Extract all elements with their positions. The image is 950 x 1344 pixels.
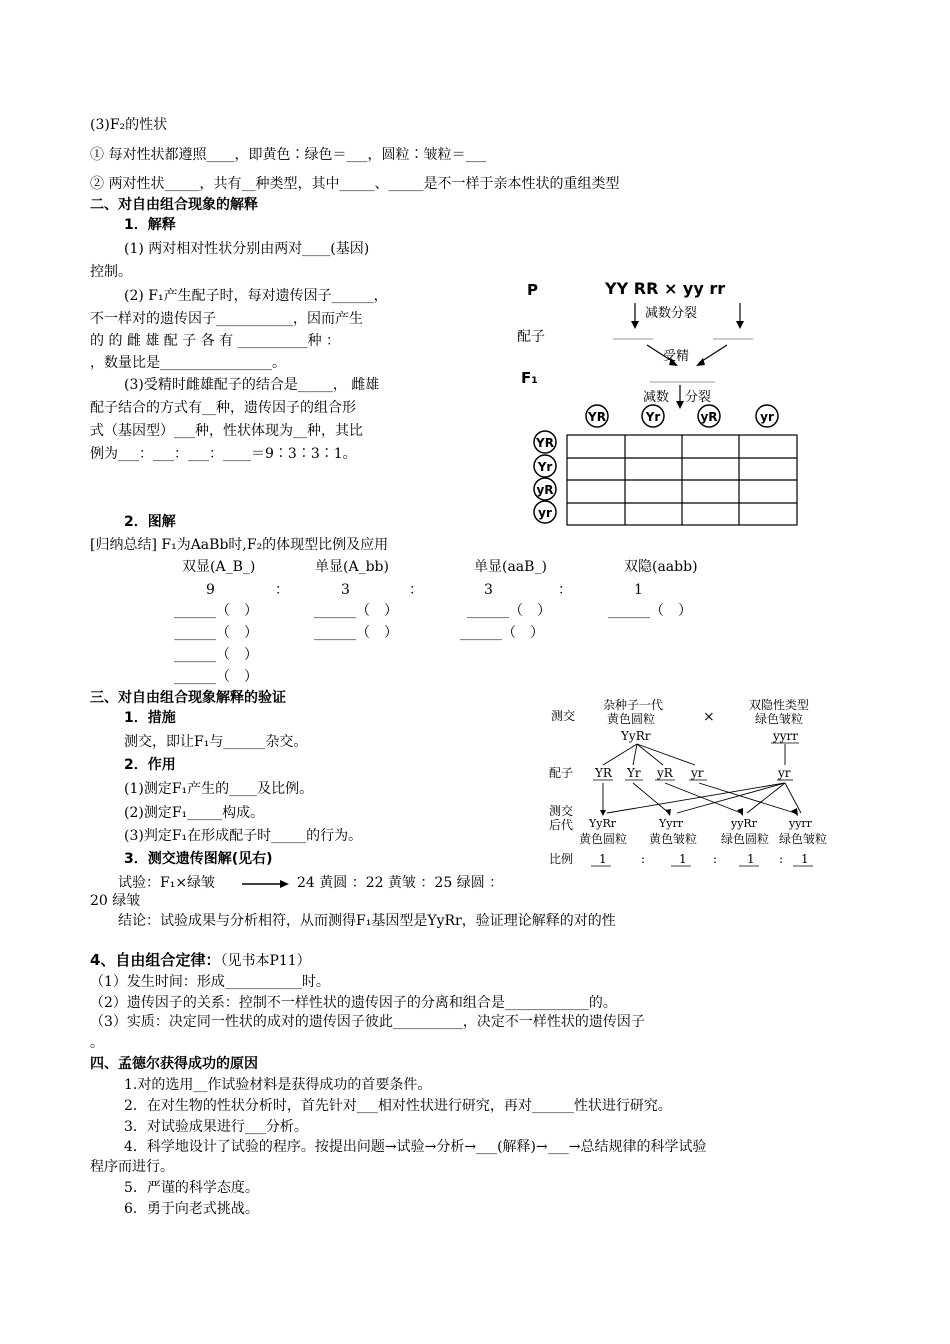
- d2-recessive1: 双隐性类型: [749, 698, 810, 712]
- s3-trial-b: 24 黄圆 ：22 黄皱 ：25 绿圆 ：: [297, 875, 504, 891]
- s3-m1: 测交，即让F₁与______杂交。: [124, 734, 308, 750]
- d2-gamete-r: yr: [778, 766, 791, 780]
- summary-line: [归纳总结] F₁为AaBb时,F₂的体现型比例及应用: [90, 537, 389, 553]
- punnett-diagram: [515, 275, 805, 530]
- s5-l1: 1.对的选用__作试验材料是获得成功的首要条件。: [124, 1077, 432, 1093]
- ratio-4: 1: [634, 582, 643, 598]
- s3-conclusion: 结论：试验成果与分析相符，从而测得F₁基因型是YyRr，验证理论解释的对的性: [118, 913, 616, 929]
- diag1-gametes: 配子: [517, 329, 545, 345]
- f2-title: (3)F₂的性状: [90, 117, 168, 133]
- col-header-2: 单显(A_bb): [315, 559, 389, 575]
- s2-p1b: 控制。: [90, 264, 132, 280]
- d2-gamete-1: YR: [595, 766, 612, 780]
- diag1-f1: F₁: [521, 369, 538, 387]
- d2-ratio-colon-1: :: [641, 852, 646, 866]
- blank-1-3: ______（ ）: [174, 647, 258, 663]
- ratio-colon-2: ：: [409, 582, 423, 598]
- section3-sub2: 2．作用: [124, 757, 176, 773]
- d2-ratio-4: 1: [801, 852, 809, 866]
- s5-l4b: 程序而进行。: [90, 1159, 174, 1175]
- ratio-colon-1: ：: [275, 582, 289, 598]
- gamete-top-3: yR: [700, 410, 718, 424]
- d2-recessive2: 绿色皱粒: [755, 712, 804, 726]
- gamete-top-1: YR: [588, 410, 606, 424]
- gamete-side-1: YR: [536, 436, 554, 450]
- d2-hybrid1: 杂种子一代: [603, 698, 664, 712]
- s3-trial-a: 试验：F₁×绿皱: [118, 875, 216, 891]
- blank-1-4: ______（ ）: [174, 669, 258, 685]
- s2-p2d: ，数量比是________________。: [90, 355, 286, 371]
- d2-testcross: 测交: [551, 709, 576, 723]
- d2-ratio-colon-3: :: [779, 852, 784, 866]
- diag1-meiosis2b: 分裂: [685, 390, 712, 405]
- ratio-3: 3: [484, 582, 493, 598]
- section4-note: （见书本P11）: [220, 953, 311, 969]
- long-arrow-icon: [242, 878, 290, 890]
- blank-3-2: ______（ ）: [460, 625, 544, 641]
- col-header-3: 单显(aaB_): [474, 559, 547, 575]
- d2-gamete-2: Yr: [627, 766, 641, 780]
- d2-pheno-4: 绿色皱粒: [779, 832, 828, 846]
- d2-geno-2: Yyrr: [659, 817, 683, 830]
- d2-pheno-1: 黄色圆粒: [579, 832, 628, 846]
- testcross-diagram: [545, 695, 840, 870]
- gamete-side-4: yr: [538, 506, 552, 520]
- section3-heading: 三、对自由组合现象解释的验证: [90, 690, 286, 706]
- s2-p3a: (3)受精时雌雄配子的结合是_____， 雌雄: [124, 377, 380, 393]
- s3-trial-c: 20 绿皱: [90, 893, 141, 909]
- blank-1-1: ______（ ）: [174, 603, 258, 619]
- section2-heading: 二、对自由组合现象的解释: [90, 197, 258, 213]
- diag1-p-genotypes: YY RR × yy rr: [605, 279, 726, 298]
- s2-p1a: (1) 两对相对性状分别由两对____(基因): [124, 241, 370, 257]
- s5-l4: 4．科学地设计了试验的程序。按提出问题→试验→分析→___(解释)→___→总结规律的科学试验: [124, 1139, 707, 1155]
- d2-hybrid2: 黄色圆粒: [607, 712, 656, 726]
- ratio-2: 3: [341, 582, 350, 598]
- s5-l2: 2．在对生物的性状分析时，首先针对___相对性状进行研究，再对______性状进行研究。: [124, 1098, 672, 1114]
- s3-e1: (1)测定F₁产生的____及比例。: [124, 781, 314, 797]
- diag1-p: P: [527, 281, 538, 299]
- col-header-4: 双隐(aabb): [624, 559, 698, 575]
- punnett-grid: [567, 435, 797, 525]
- d2-gamete-4: yr: [691, 766, 704, 780]
- d2-geno-4: yyrr: [789, 817, 812, 830]
- d2-ratio-1: 1: [599, 852, 607, 866]
- blank-2-1: ______（ ）: [314, 603, 398, 619]
- d2-offspring2: 后代: [549, 818, 574, 832]
- section4-heading-row: [90, 950, 311, 971]
- s3-e2: (2)测定F₁_____构成。: [124, 805, 265, 821]
- d2-ratio-3: 1: [747, 852, 755, 866]
- diag1-fertilization: 受精: [663, 349, 690, 364]
- s4-l2: （2）遗传因子的关系：控制不一样性状的遗传因子的分离和组合是____________的。: [90, 995, 617, 1011]
- d2-gamete-3: yR: [657, 766, 673, 780]
- s4-l4: 。: [90, 1035, 104, 1051]
- d2-ratio-2: 1: [679, 852, 687, 866]
- gamete-top-2: Yr: [645, 410, 661, 424]
- d2-cross: ×: [703, 709, 715, 725]
- section5-heading: 四、孟德尔获得成功的原因: [90, 1056, 258, 1072]
- d2-ratio-label: 比例: [549, 852, 574, 866]
- blank-2-2: ______（ ）: [314, 625, 398, 641]
- s2-p3b: 配子结合的方式有__种，遗传因子的组合形: [90, 400, 356, 416]
- d2-geno-1: YyRr: [589, 817, 617, 830]
- gamete-side-3: yR: [536, 483, 554, 497]
- d2-offspring1: 测交: [549, 804, 574, 818]
- d2-g2: yyrr: [773, 729, 799, 743]
- s2-p3c: 式（基因型）___种，性状体现为__种，其比: [90, 423, 363, 439]
- ratio-colon-3: ：: [558, 582, 572, 598]
- s2-p2a: (2) F₁产生配子时，每对遗传因子______，: [124, 288, 388, 304]
- section3-sub3: 3．测交遗传图解(见右): [124, 851, 273, 867]
- d2-pheno-2: 黄色皱粒: [649, 832, 698, 846]
- section2-sub1: 1．解释: [124, 217, 176, 233]
- section2-sub2: 2．图解: [124, 514, 176, 530]
- diag1-meiosis1: 减数分裂: [645, 306, 698, 321]
- diag1-meiosis2a: 减数: [643, 390, 670, 405]
- blank-1-2: ______（ ）: [174, 625, 258, 641]
- gamete-side-2: Yr: [537, 460, 553, 474]
- s2-p2b: 不一样对的遗传因子___________，因而产生: [90, 311, 363, 327]
- d2-ratio-colon-2: :: [713, 852, 718, 866]
- s5-l3: 3．对试验成果进行___分析。: [124, 1119, 308, 1135]
- section4-heading: 4、自由组合定律：: [90, 951, 221, 969]
- s2-p2c: 的 的 雌 雄 配 子 各 有 __________种 ：: [90, 333, 341, 349]
- gamete-top-4: yr: [760, 410, 774, 424]
- f2-line2: ② 两对性状_____，共有__种类型，其中_____、_____是不一样于亲本性状的重组类型: [90, 176, 620, 192]
- s5-l5: 5．严谨的科学态度。: [124, 1180, 259, 1196]
- d2-g1: YyRr: [621, 729, 651, 743]
- col-header-1: 双显(A_B_): [182, 559, 256, 575]
- s5-l6: 6．勇于向老式挑战。: [124, 1201, 259, 1217]
- blank-4-1: ______（ ）: [608, 603, 692, 619]
- d2-gametes: 配子: [549, 766, 574, 780]
- s4-l3: （3）实质：决定同一性状的成对的遗传因子彼此__________，决定不一样性状的遗传因子: [90, 1014, 645, 1030]
- s4-l1: （1）发生时间：形成___________时。: [90, 974, 330, 990]
- ratio-1: 9: [206, 582, 215, 598]
- s2-p3d: 例为___：___：___：____＝9∶3∶3∶1。: [90, 446, 357, 462]
- section3-sub1: 1．措施: [124, 710, 176, 726]
- d2-geno-3: yyRr: [731, 817, 757, 830]
- s3-e3: (3)判定F₁在形成配子时_____的行为。: [124, 828, 363, 844]
- f2-line1: ① 每对性状都遵照____，即黄色∶绿色＝___，圆粒∶皱粒＝___: [90, 147, 487, 163]
- d2-pheno-3: 绿色圆粒: [721, 832, 770, 846]
- blank-3-1: ______（ ）: [467, 603, 551, 619]
